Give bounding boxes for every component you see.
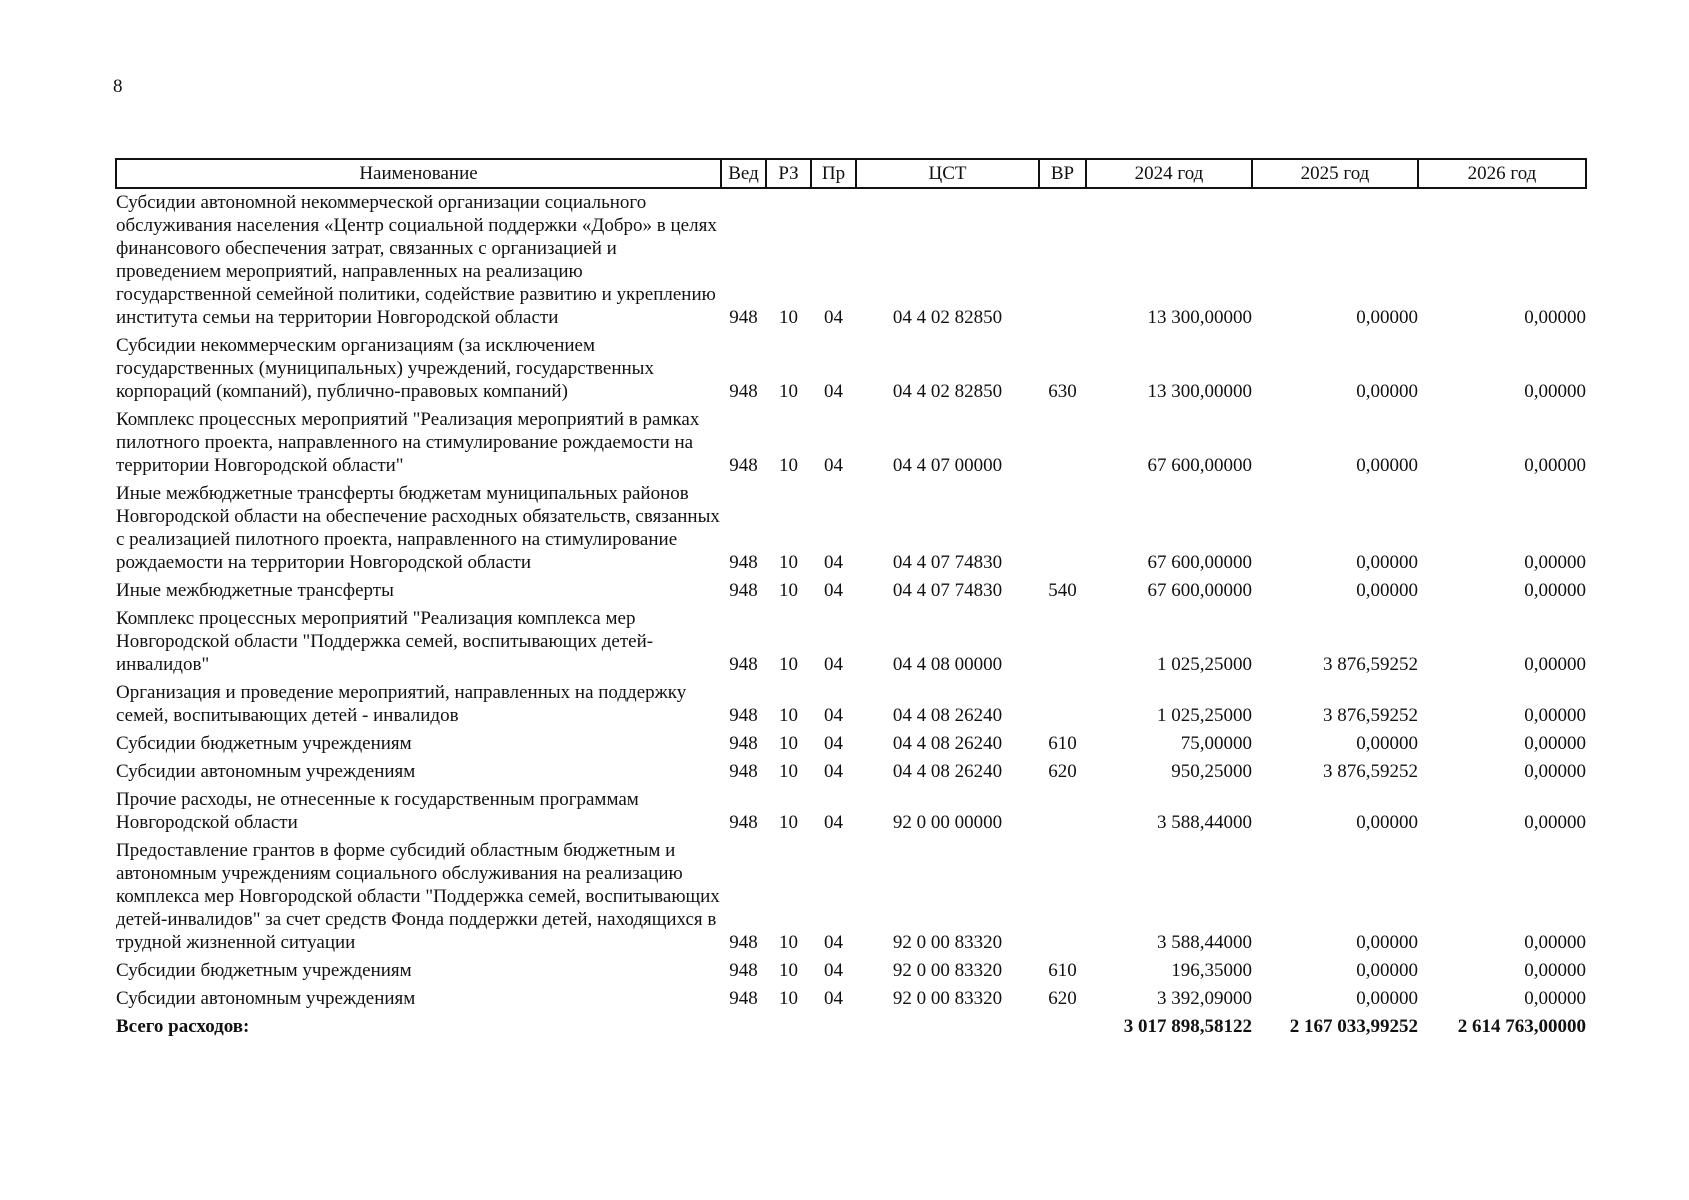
row-2025: 0,00000	[1356, 455, 1418, 476]
row-ved: 948	[729, 733, 758, 754]
row-name: Прочие расходы, не отнесенные к государственным программам Новгородской области	[116, 789, 639, 833]
row-vr	[1039, 837, 1086, 957]
row-name: Субсидии автономной некоммерческой организации социального обслуживания населения «Центр социальной поддержки «Добро» в целях финансового обеспечения затрат, связанных с организацией и проведением мероприятий, направленных на реализацию государственной семейной политики, содействие развитию и укреплению института семьи на территории Новгородской области	[116, 192, 717, 328]
row-2024: 13 300,00000	[1147, 381, 1252, 402]
row-name: Иные межбюджетные трансферты	[116, 580, 394, 601]
row-2026: 0,00000	[1524, 733, 1586, 754]
row-rz: 10	[779, 654, 798, 675]
row-cst: 04 4 08 26240	[892, 705, 1003, 726]
row-ved: 948	[729, 812, 758, 833]
row-2026: 0,00000	[1524, 932, 1586, 953]
row-vr	[1039, 786, 1086, 837]
total-label: Всего расходов:	[116, 1016, 250, 1037]
row-pr: 04	[824, 812, 843, 833]
row-name: Субсидии бюджетным учреждениям	[116, 733, 412, 754]
header-cst: ЦСТ	[856, 159, 1039, 188]
row-cst: 92 0 00 83320	[892, 932, 1003, 953]
row-rz: 10	[779, 733, 798, 754]
table-row	[116, 837, 1586, 957]
row-cst: 04 4 07 74830	[892, 552, 1003, 573]
row-2024: 13 300,00000	[1147, 307, 1252, 328]
header-2026: 2026 год	[1418, 159, 1586, 188]
row-2025: 0,00000	[1356, 381, 1418, 402]
row-name: Комплекс процессных мероприятий "Реализация комплекса мер Новгородской области "Поддержка семей, воспитывающих детей-инвалидов"	[116, 608, 654, 675]
table-body	[116, 188, 1586, 1041]
row-ved: 948	[729, 932, 758, 953]
row-rz: 10	[779, 960, 798, 981]
row-ved: 948	[729, 654, 758, 675]
table-row	[116, 730, 1586, 758]
row-rz: 10	[779, 580, 798, 601]
row-rz: 10	[779, 455, 798, 476]
row-2025: 0,00000	[1356, 580, 1418, 601]
row-vr: 610	[1048, 733, 1077, 754]
header-vr: ВР	[1039, 159, 1086, 188]
row-vr: 540	[1048, 580, 1077, 601]
row-name: Субсидии некоммерческим организациям (за исключением государственных (муниципальных) учреждений, государственных корпораций (компаний), публично-правовых компаний)	[116, 335, 654, 402]
row-2024: 3 588,44000	[1157, 812, 1252, 833]
row-2026: 0,00000	[1524, 307, 1586, 328]
header-pr: Пр	[811, 159, 856, 188]
row-2026: 0,00000	[1524, 455, 1586, 476]
row-2025: 0,00000	[1356, 932, 1418, 953]
row-2024: 3 392,09000	[1157, 988, 1252, 1009]
row-2025: 0,00000	[1356, 988, 1418, 1009]
row-vr: 620	[1048, 761, 1077, 782]
total-2025: 2 167 033,99252	[1289, 1016, 1418, 1037]
row-2024: 67 600,00000	[1147, 580, 1252, 601]
row-pr: 04	[824, 552, 843, 573]
row-vr: 610	[1048, 960, 1077, 981]
row-rz: 10	[779, 932, 798, 953]
row-2025: 0,00000	[1356, 960, 1418, 981]
row-vr	[1039, 480, 1086, 577]
table-row	[116, 957, 1586, 985]
table-row	[116, 332, 1586, 406]
row-rz: 10	[779, 705, 798, 726]
row-2024: 1 025,25000	[1157, 654, 1252, 675]
row-name: Иные межбюджетные трансферты бюджетам муниципальных районов Новгородской области на обеспечение расходных обязательств, связанных с реализацией пилотного проекта, направленного на стимулирование рождаемости на территории Новгородской области	[116, 483, 720, 573]
row-cst: 04 4 08 26240	[892, 761, 1003, 782]
table-row	[116, 577, 1586, 605]
row-rz: 10	[779, 307, 798, 328]
total-2024: 3 017 898,58122	[1123, 1016, 1252, 1037]
row-ved: 948	[729, 455, 758, 476]
table-row	[116, 758, 1586, 786]
row-vr: 620	[1048, 988, 1077, 1009]
row-2026: 0,00000	[1524, 988, 1586, 1009]
table-row	[116, 605, 1586, 679]
row-cst: 04 4 02 82850	[892, 307, 1003, 328]
row-ved: 948	[729, 552, 758, 573]
row-ved: 948	[729, 761, 758, 782]
total-2026: 2 614 763,00000	[1457, 1016, 1586, 1037]
row-2025: 0,00000	[1356, 307, 1418, 328]
row-name: Субсидии автономным учреждениям	[116, 761, 416, 782]
row-cst: 92 0 00 00000	[892, 812, 1003, 833]
row-pr: 04	[824, 733, 843, 754]
row-pr: 04	[824, 307, 843, 328]
table-row	[116, 480, 1586, 577]
budget-table	[115, 158, 1587, 1041]
header-name: Наименование	[116, 159, 721, 188]
row-2026: 0,00000	[1524, 552, 1586, 573]
row-2025: 0,00000	[1356, 552, 1418, 573]
row-2024: 3 588,44000	[1157, 932, 1252, 953]
row-pr: 04	[824, 580, 843, 601]
row-name: Субсидии бюджетным учреждениям	[116, 960, 412, 981]
row-2025: 3 876,59252	[1323, 705, 1418, 726]
row-pr: 04	[824, 381, 843, 402]
row-2025: 0,00000	[1356, 812, 1418, 833]
table-row	[116, 188, 1586, 332]
row-pr: 04	[824, 705, 843, 726]
header-ved: Вед	[721, 159, 766, 188]
row-rz: 10	[779, 988, 798, 1009]
header-2024: 2024 год	[1086, 159, 1252, 188]
row-cst: 04 4 07 00000	[892, 455, 1003, 476]
row-2026: 0,00000	[1524, 381, 1586, 402]
row-2026: 0,00000	[1524, 654, 1586, 675]
row-vr	[1039, 406, 1086, 480]
row-vr	[1039, 679, 1086, 730]
row-cst: 92 0 00 83320	[892, 960, 1003, 981]
row-ved: 948	[729, 307, 758, 328]
row-name: Комплекс процессных мероприятий "Реализация мероприятий в рамках пилотного проекта, направленного на стимулирование рождаемости на территории Новгородской области"	[116, 409, 700, 476]
row-cst: 04 4 02 82850	[892, 381, 1003, 402]
row-ved: 948	[729, 705, 758, 726]
row-pr: 04	[824, 654, 843, 675]
row-2026: 0,00000	[1524, 705, 1586, 726]
row-ved: 948	[729, 580, 758, 601]
header-rz: РЗ	[766, 159, 811, 188]
row-2026: 0,00000	[1524, 960, 1586, 981]
row-rz: 10	[779, 552, 798, 573]
row-rz: 10	[779, 381, 798, 402]
row-ved: 948	[729, 988, 758, 1009]
row-name: Предоставление грантов в форме субсидий областным бюджетным и автономным учреждениям социального обслуживания на реализацию комплекса мер Новгородской области "Поддержка семей, воспитывающих детей-инвалидов" за счет средств Фонда поддержки детей, находящихся в трудной жизненной ситуации	[116, 840, 720, 953]
row-name: Организация и проведение мероприятий, направленных на поддержку семей, воспитывающих детей - инвалидов	[116, 682, 687, 726]
header-2025: 2025 год	[1252, 159, 1418, 188]
row-2024: 75,00000	[1180, 733, 1252, 754]
row-cst: 04 4 08 00000	[892, 654, 1003, 675]
row-ved: 948	[729, 381, 758, 402]
row-2025: 3 876,59252	[1323, 654, 1418, 675]
row-2024: 950,25000	[1171, 761, 1252, 782]
row-rz: 10	[779, 812, 798, 833]
row-2024: 67 600,00000	[1147, 552, 1252, 573]
table-row	[116, 406, 1586, 480]
row-cst: 04 4 08 26240	[892, 733, 1003, 754]
row-vr	[1039, 188, 1086, 332]
row-cst: 92 0 00 83320	[892, 988, 1003, 1009]
row-cst: 04 4 07 74830	[892, 580, 1003, 601]
table-row	[116, 679, 1586, 730]
total-row	[116, 1013, 1586, 1041]
row-pr: 04	[824, 761, 843, 782]
row-rz: 10	[779, 761, 798, 782]
row-name: Субсидии автономным учреждениям	[116, 988, 416, 1009]
row-pr: 04	[824, 960, 843, 981]
row-2024: 67 600,00000	[1147, 455, 1252, 476]
row-pr: 04	[824, 932, 843, 953]
table-header	[116, 159, 1586, 188]
row-2024: 1 025,25000	[1157, 705, 1252, 726]
table-row	[116, 985, 1586, 1013]
page-number: 8	[113, 76, 123, 97]
table-row	[116, 786, 1586, 837]
row-pr: 04	[824, 455, 843, 476]
row-2025: 3 876,59252	[1323, 761, 1418, 782]
row-2026: 0,00000	[1524, 812, 1586, 833]
row-2026: 0,00000	[1524, 580, 1586, 601]
row-2026: 0,00000	[1524, 761, 1586, 782]
row-2024: 196,35000	[1171, 960, 1252, 981]
row-vr: 630	[1048, 381, 1077, 402]
row-pr: 04	[824, 988, 843, 1009]
row-2025: 0,00000	[1356, 733, 1418, 754]
row-vr	[1039, 605, 1086, 679]
row-ved: 948	[729, 960, 758, 981]
